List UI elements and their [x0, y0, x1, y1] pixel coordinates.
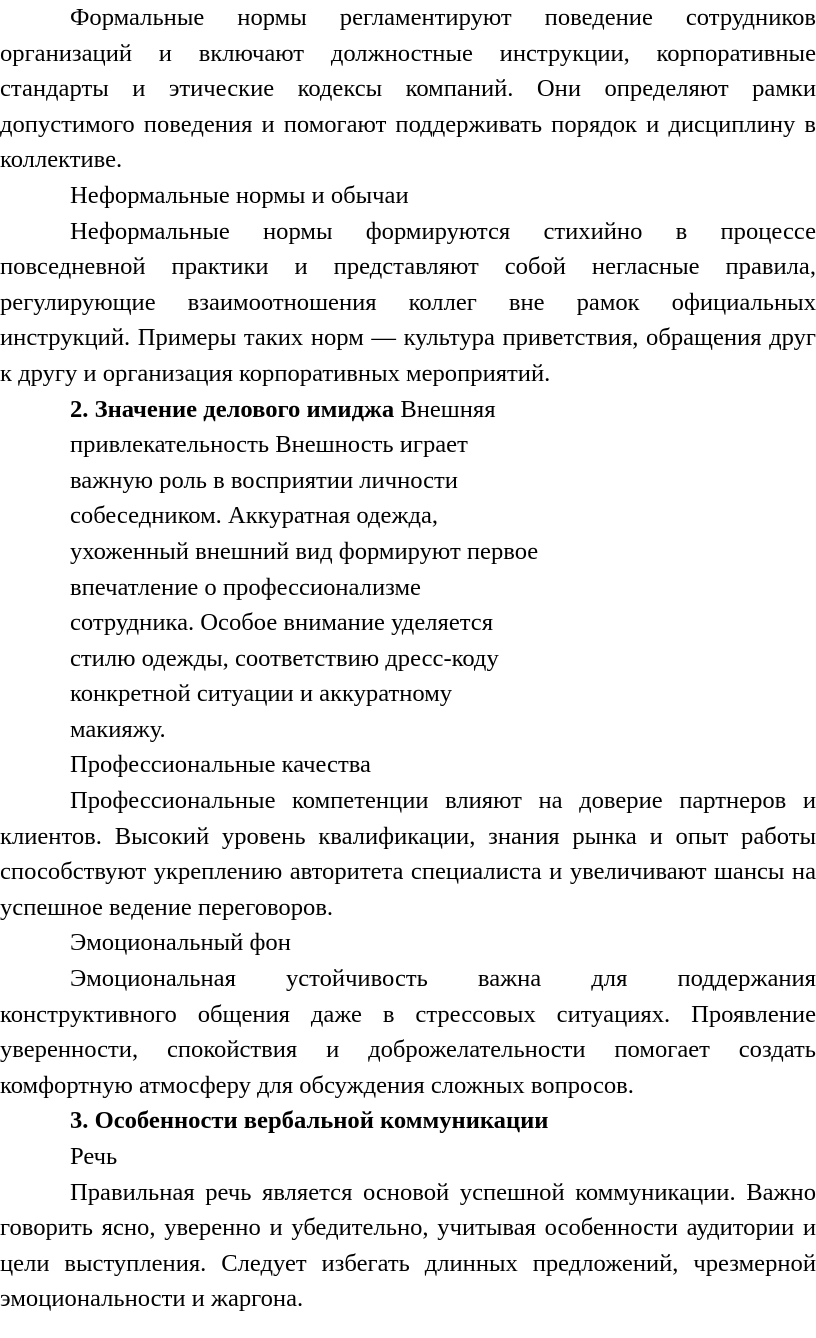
paragraph-speech: Правильная речь является основой успешной коммуникации. Важно говорить ясно, уверенно и убедительно, учитывая особенности аудитории и цели выступления. Следует избегать длинных предложений, чрезмерной эмоциональности и жаргона. — [0, 1178, 816, 1313]
subheading-speech: Речь — [70, 1143, 118, 1170]
section-2-title: 2. Значение делового имиджа — [70, 395, 395, 423]
subheading-emotional-background: Эмоциональный фон — [70, 929, 291, 957]
subheading-professional-qualities: Профессиональные качества — [70, 751, 371, 779]
paragraph-formal-norms: Формальные нормы регламентируют поведение сотрудников организаций и включают должностные инструкции, корпоративные стандарты и этические кодексы компаний. Они определяют рамки допустимого поведения и помогают поддерживать порядок и дисциплину в коллективе. — [0, 4, 816, 174]
paragraph-professional-qualities: Профессиональные компетенции влияют на доверие партнеров и клиентов. Высокий уровень квалификации, знания рынка и опыт работы способствуют укреплению авторитета специалиста и увеличивают шансы на успешное ведение переговоров. — [0, 787, 816, 921]
section-3-title — [0, 1103, 816, 1139]
subheading-informal-norms: Неформальные нормы и обычаи — [70, 181, 409, 209]
paragraph-emotional-background: Эмоциональная устойчивость важна для поддержания конструктивного общения даже в стрессовых ситуациях. Проявление уверенности, спокойствия и доброжелательности помогает создать комфортную атмосферу для обсуждения сложных вопросов. — [0, 965, 816, 1099]
section-2-text: Внешняя привлекательность Внешность играет важную роль в восприятии личности собеседником. Аккуратная одежда, ухоженный внешний вид формируют первое впечатление о профессионализме сотрудника. Особое внимание уделяется стилю одежды, соответствию дресс-коду конкретной ситуации и аккуратному макияжу. — [70, 395, 539, 743]
paragraph-informal-norms: Неформальные нормы формируются стихийно в процессе повседневной практики и представляют собой негласные правила, регулирующие взаимоотношения коллег вне рамок официальных инструкций. Примеры таких норм — культура приветствия, обращения друг к другу и организация корпоративных мероприятий. — [0, 217, 816, 387]
section-3-title-text: 3. Особенности вербальной коммуникации — [70, 1107, 549, 1135]
paragraph-business-image — [70, 392, 540, 748]
